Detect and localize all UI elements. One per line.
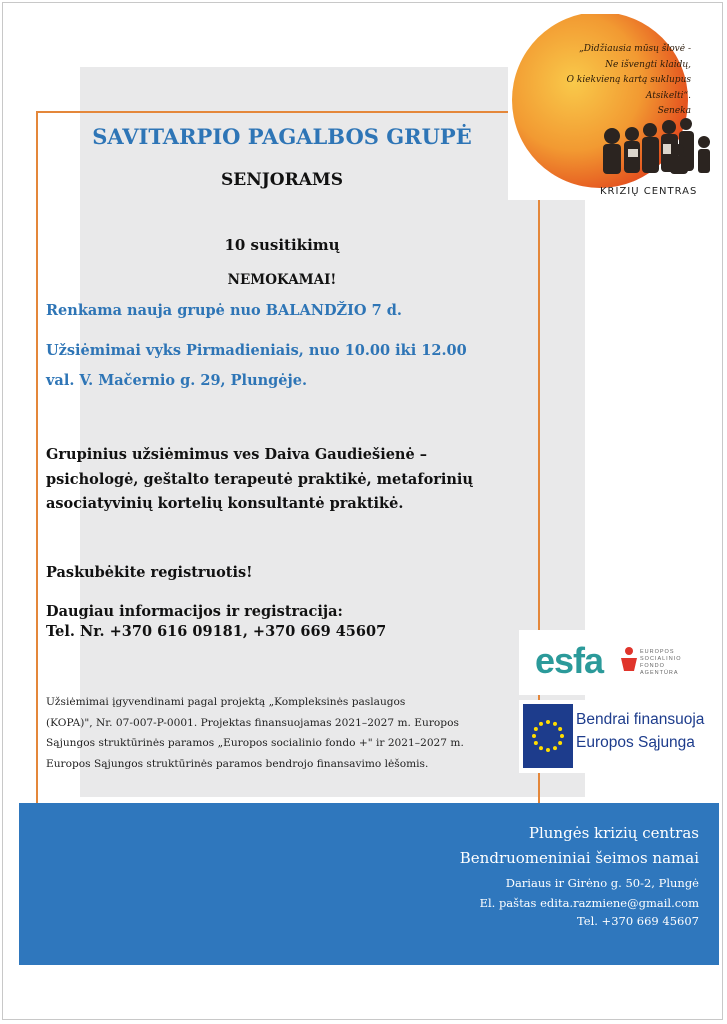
eu-star [553,722,557,726]
project-note-line: Sąjungos struktūrinės paramos „Europos socialinio fondo +" ir 2021–2027 m. [46,737,464,749]
quote-line: O kiekvieną kartą suklupus [566,75,691,85]
eu-star [534,741,538,745]
contact-info [46,602,386,642]
eu-star [558,741,562,745]
esfa-wordmark: esfa [535,640,604,681]
poster-title: SAVITARPIO PAGALBOS GRUPĖ [92,124,472,149]
new-group-text: Renkama nauja grupė nuo BALANDŽIO 7 d. [46,302,402,319]
eu-star [532,734,536,738]
project-note-line: (KOPA)", Nr. 07-007-P-0001. Projektas finansuojamas 2021–2027 m. Europos [46,716,459,729]
project-note [46,692,516,774]
esfa-subtitle [640,649,681,677]
eu-flag-icon [523,704,573,768]
quote-line: Ne išvengti klaidų, [605,59,691,70]
project-note-line: Užsiėmimai įgyvendinami pagal projektą „Kompleksinės paslaugos [46,696,406,708]
eu-star [539,746,543,750]
eu-cofunded-logo [519,700,719,773]
info-heading: Daugiau informacijos ir registracija: [46,603,343,620]
meetings-count: 10 susitikimų [224,236,340,254]
eu-star [546,720,550,724]
organization-email: El. paštas edita.razmiene@gmail.com [479,896,699,910]
eu-text-line: Europos Sąjunga [576,734,695,751]
schedule-line-2: val. V. Mačernio g. 29, Plungėje. [46,372,308,389]
facilitator-line: psichologė, geštalto terapeutė praktikė, metaforinių [46,470,473,488]
esfa-subtitle-line: EUROPOS [640,649,675,655]
facilitator-line: Grupinius užsiėmimus ves Daiva Gaudiešienė – [46,446,428,463]
eu-text [576,708,704,754]
footer-contact-banner [19,803,719,965]
esfa-logo [519,630,719,695]
eu-star [546,748,550,752]
eu-text-line: Bendrai finansuoja [576,711,705,728]
logo-quote [516,42,691,120]
project-note-line: Europos Sąjungos struktūrinės paramos bendrojo finansavimo lėšomis. [46,757,429,770]
phone-numbers: Tel. Nr. +370 616 09181, +370 669 45607 [46,623,387,640]
organization-name: Plungės krizių centras [528,824,699,842]
organization-address: Dariaus ir Girėno g. 50-2, Plungė [505,876,699,890]
organization-phone: Tel. +370 669 45607 [576,914,699,928]
quote-line: „Didžiausia mūsų šlovė - [579,44,691,54]
quote-author: Seneka [657,106,691,116]
logo-caption: KRIZIŲ CENTRAS [600,186,698,197]
free-label: NEMOKAMAI! [227,272,337,288]
eu-star [553,746,557,750]
esfa-subtitle-line: AGENTŪRA [640,670,679,676]
poster-subtitle: SENJORAMS [220,170,344,190]
facilitator-line: asociatyvinių kortelių konsultantė praktikė. [46,495,404,512]
eu-star [539,722,543,726]
esfa-subtitle-line: FONDO [640,663,665,669]
organization-subtitle: Bendruomeniniai šeimos namai [459,849,699,867]
hurry-text: Paskubėkite registruotis! [46,564,253,581]
eu-star [534,727,538,731]
eu-star [558,727,562,731]
schedule-line-1: Užsiėmimai vyks Pirmadieniais, nuo 10.00 iki 12.00 [46,342,467,359]
facilitator-text [46,443,526,517]
crisis-center-logo [508,14,713,200]
eu-star [560,734,564,738]
esfa-subtitle-line: SOCIALINIO [640,656,682,662]
esfa-figure-icon [618,646,640,672]
quote-line: Atsikelti“. [645,90,691,101]
